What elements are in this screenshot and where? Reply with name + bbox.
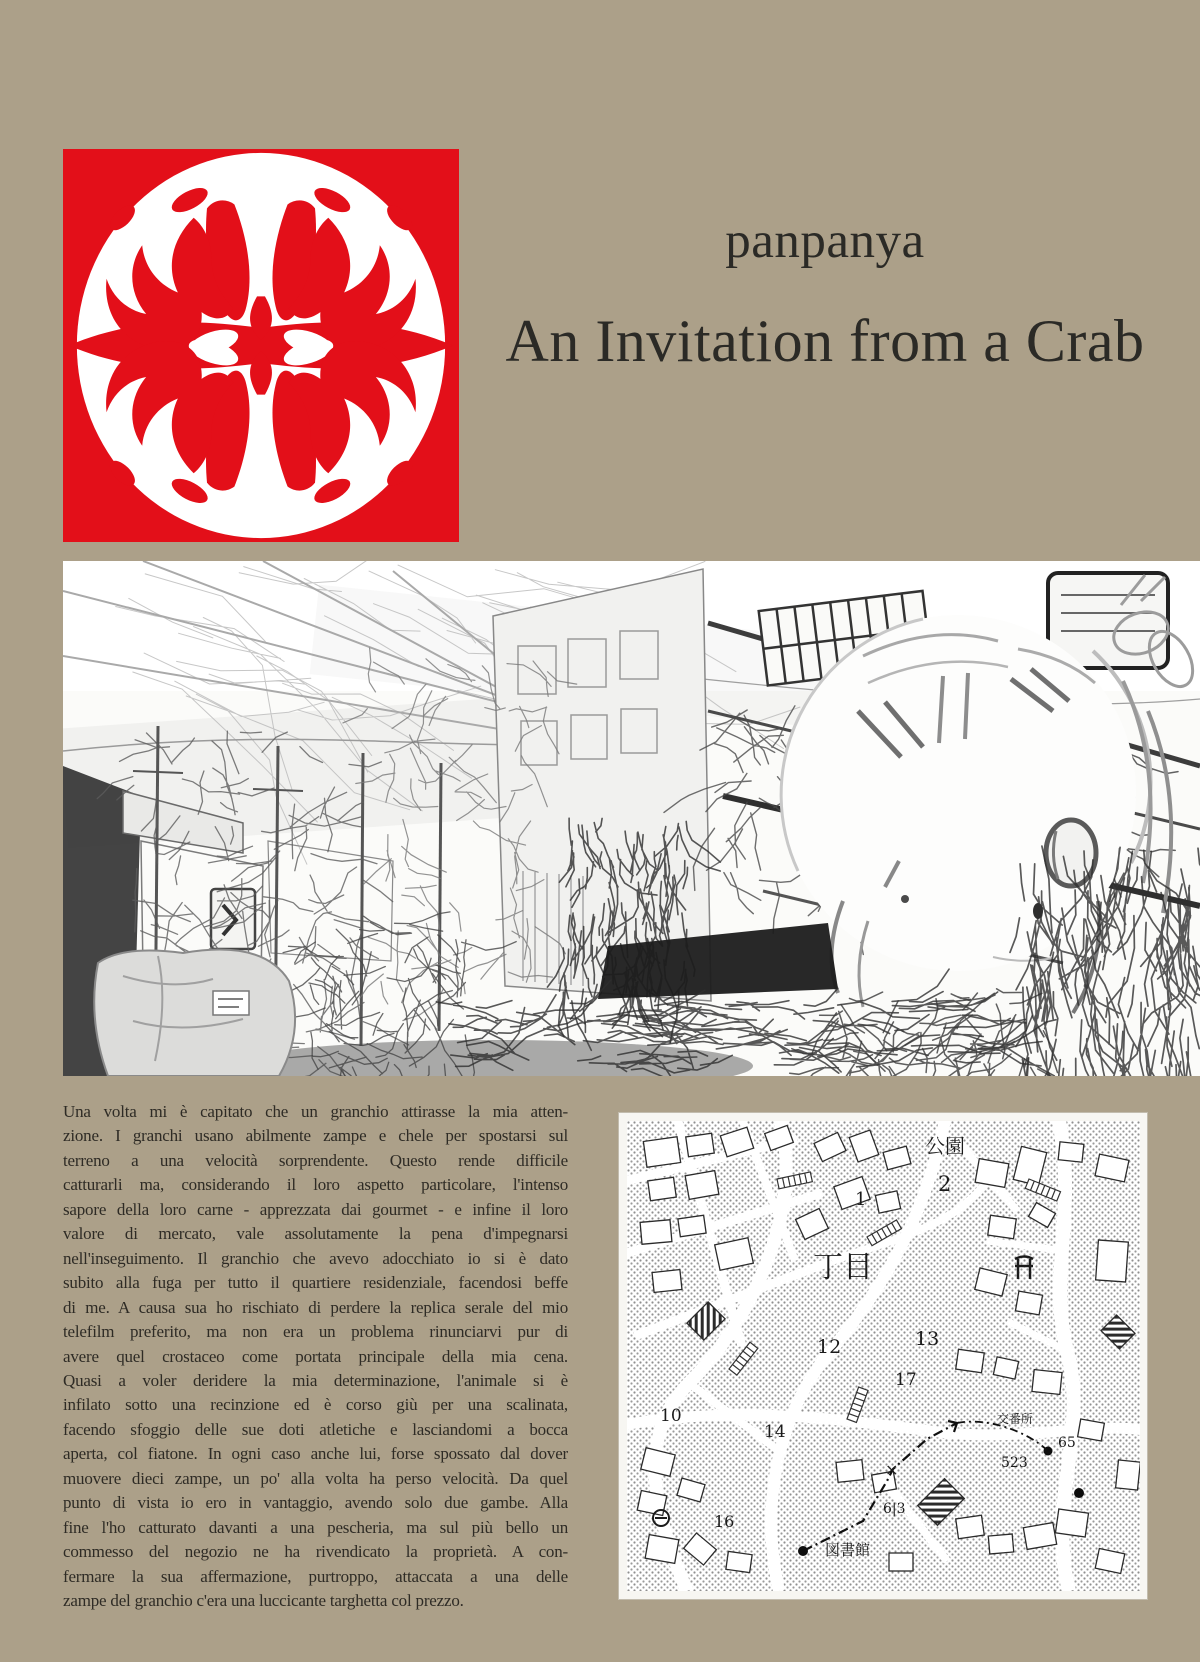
synopsis-line: fermare la sua affermazione, purtroppo, attaccata a una delle [63,1566,568,1586]
map-label: 13 [915,1328,940,1350]
map-label: 12 [817,1336,842,1358]
map-building [685,1171,719,1200]
map-label: × [885,1460,899,1479]
synopsis-line: di me. A causa sua ho rischiato di perdere la replica serale del mio [63,1297,568,1317]
synopsis-line: fine l'ho catturato davanti a una pescheria, ma sul più bello un [63,1517,568,1537]
map-label: 65 [1058,1435,1076,1451]
map-building [988,1215,1017,1238]
synopsis-line: facendo sfoggio delle sue doti atletiche e lasciandomi a bocca [63,1419,568,1439]
map-label: 17 [895,1370,917,1390]
map-building [956,1515,985,1538]
street-sketch-illustration [63,561,1200,1076]
library-dot-icon [798,1546,808,1556]
poi-dot-icon [1044,1447,1053,1456]
synopsis-line: catturarli ma, considerando il loro aspetto particolare, l'intenso [63,1175,568,1195]
map-label: 523 [1001,1455,1028,1471]
synopsis-line: sapore della loro carne - apprezzata dai gourmet - e infine il loro [63,1199,568,1219]
poi-dot-icon [1074,1488,1084,1498]
map-building [1015,1291,1042,1315]
map-label: 丁目 [813,1250,873,1285]
map-building [640,1220,672,1245]
synopsis-line: terreno a una velocità sorprendente. Questo rende difficile [63,1150,568,1170]
synopsis-line: nell'inseguimento. Il granchio che avevo adocchiato io si è dato [63,1248,568,1268]
synopsis-line: aperta, col fiatone. In ogni caso anche lui, forse spossato dal dover [63,1444,568,1464]
synopsis-line: avere quel crostaceo come portata principale della mia cena. [63,1346,568,1366]
map-label: 公園 [925,1134,965,1158]
synopsis-line: subito alla fuga per tutto il quartiere residenziale, facendosi beffe [63,1273,568,1293]
map-label: 14 [764,1422,786,1442]
title-block [455,0,1195,420]
map-label: 10 [660,1406,682,1426]
map-building [1116,1460,1140,1490]
map-building [648,1177,677,1200]
map-building [1055,1509,1088,1537]
synopsis-line: zione. I granchi usano abilmente zampe e chele per spostarsi sul [63,1126,568,1146]
synopsis-line: telefilm preferito, ma non era un problema rinunciarvi pur di [63,1322,568,1342]
synopsis-line: Una volta mi è capitato che un granchio attirasse la mia atten- [63,1102,568,1121]
synopsis-line: punto di vista io ero in vantaggio, avendo solo due gambe. Alla [63,1493,568,1513]
synopsis-line: valore di mercato, vale assolutamente la pena d'impegnarsi [63,1224,568,1244]
map-building [652,1270,682,1293]
map-building [1023,1523,1056,1550]
synopsis-line: muovere dieci zampe, un po' alla volta ha perso velocità. Da quel [63,1468,568,1488]
map-building [956,1349,985,1372]
map-building [889,1553,913,1571]
publisher-crab-emblem-icon [63,149,459,542]
map-building [643,1137,680,1167]
map-label: 2 [938,1172,952,1196]
map-building [875,1191,900,1213]
map-label: 16 [714,1512,735,1531]
synopsis-line: infilato sotto una recinzione ed è corso giù per una scalinata, [63,1395,568,1415]
map-building [678,1215,706,1236]
map-building [1032,1370,1062,1395]
map-building [1058,1142,1084,1162]
map-building [1078,1419,1105,1441]
book-title: An Invitation from a Crab [505,308,1145,374]
map-building [975,1159,1009,1188]
map-building [993,1357,1018,1379]
map-building [686,1133,715,1156]
map-label: 交番所 [997,1412,1034,1426]
author-name: panpanya [725,213,925,269]
map-label: 6|3 [883,1501,906,1517]
neighborhood-map [618,1112,1148,1600]
map-label: 1 [855,1189,867,1210]
map-building [645,1535,679,1564]
synopsis-line: zampe del granchio c'era una luccicante targhetta col prezzo. [63,1591,464,1611]
map-building [988,1534,1013,1554]
map-building [836,1460,864,1483]
map-building [726,1551,752,1572]
synopsis-paragraph [63,1100,568,1614]
synopsis-line: Quasi a voler deridere la mia determinazione, l'animale si è [63,1370,568,1390]
synopsis-line: commesso del negozio ne ha rivendicato la proprietà. A con- [63,1542,568,1562]
map-building [1096,1240,1129,1282]
map-label: 図書館 [825,1541,871,1559]
